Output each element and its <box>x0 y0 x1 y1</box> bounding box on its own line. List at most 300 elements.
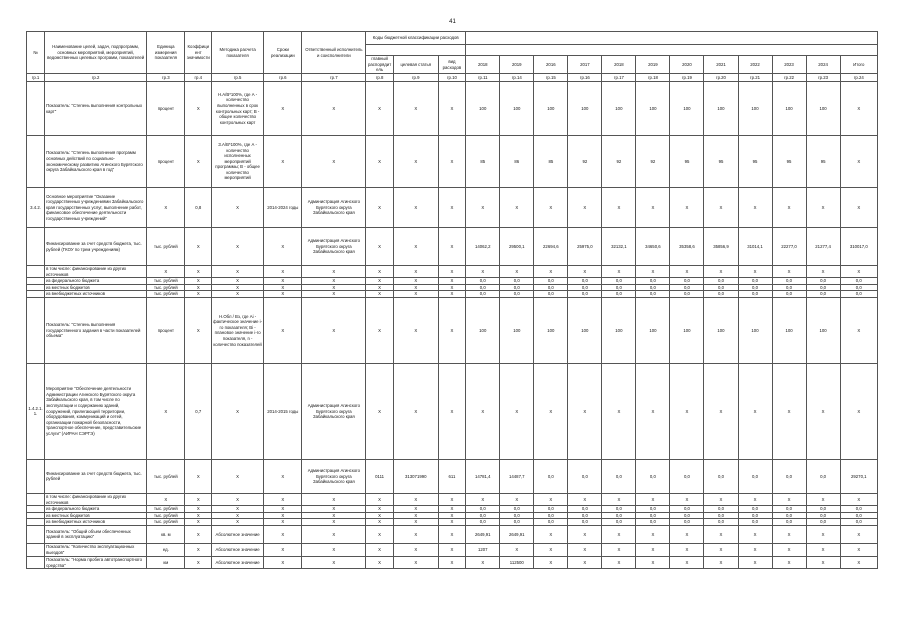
table-cell: X <box>302 506 366 513</box>
table-cell: 1.4.2.1.1. <box>27 363 45 459</box>
table-cell: 2014-2015 годы <box>264 363 302 459</box>
table-cell: 32132,1 <box>602 228 636 266</box>
table-cell: X <box>840 543 877 556</box>
table-cell <box>27 291 45 298</box>
table-cell <box>27 136 45 188</box>
table-cell: 0,0 <box>670 512 704 519</box>
row-description-cell: Показатель: "Степень выполнения контрольных карт" <box>45 82 147 136</box>
row-description-cell: Показатель: "Общий объем обеспеченных зданий в эксплуатацию" <box>45 525 147 543</box>
table-cell: Администрация Агинского Бурятского округа Забайкальского края <box>302 459 366 493</box>
header-year: 2017 <box>568 56 602 74</box>
table-cell: X <box>438 506 466 513</box>
table-cell: X <box>393 188 438 228</box>
table-cell: X <box>366 188 394 228</box>
header-coef: Коэффициент значимости <box>185 32 212 74</box>
table-cell: 0,0 <box>466 506 500 513</box>
table-cell: X <box>366 543 394 556</box>
table-cell: X <box>438 136 466 188</box>
table-cell: 0,0 <box>738 278 772 285</box>
table-cell <box>27 266 45 278</box>
table-cell: 92 <box>636 136 670 188</box>
table-cell: X <box>393 556 438 568</box>
table-cell: X <box>366 556 394 568</box>
table-cell: X <box>264 136 302 188</box>
header-target-article: целевая статья <box>393 56 438 74</box>
column-number: гр.24 <box>840 74 877 82</box>
table-cell: 0,0 <box>568 519 602 526</box>
table-row <box>27 543 878 556</box>
table-cell: X <box>602 525 636 543</box>
table-cell: 0,0 <box>670 284 704 291</box>
table-cell: X <box>185 512 212 519</box>
table-cell: X <box>704 188 738 228</box>
table-cell: X <box>185 297 212 363</box>
table-cell: 100 <box>704 297 738 363</box>
header-unit: Единица измерения показателя <box>147 32 185 74</box>
table-cell: 0,0 <box>670 519 704 526</box>
table-cell: X <box>185 136 212 188</box>
table-cell: 0,0 <box>738 284 772 291</box>
table-cell: 0,0 <box>602 519 636 526</box>
table-cell: X <box>393 506 438 513</box>
row-description-cell: Показатель: "Норма пробега автотранспортного средства" <box>45 556 147 568</box>
table-cell <box>27 284 45 291</box>
table-cell: 100 <box>738 297 772 363</box>
table-cell: X <box>568 525 602 543</box>
table-cell: 100 <box>636 82 670 136</box>
table-cell: процент <box>147 297 185 363</box>
table-cell: X <box>393 512 438 519</box>
table-cell: X <box>772 543 806 556</box>
table-cell: X <box>393 136 438 188</box>
table-cell: X <box>302 284 366 291</box>
table-cell: X <box>438 519 466 526</box>
column-number: гр.20 <box>704 74 738 82</box>
table-cell: 2649,91 <box>500 525 534 543</box>
table-cell: X <box>636 556 670 568</box>
header-num: № <box>27 32 45 74</box>
table-cell: Н.А/В*100%, где А - количество выполненных в срок контрольных карт; В - общее количество контрольных карт <box>212 82 264 136</box>
table-cell: X <box>264 297 302 363</box>
table-cell: 0,0 <box>738 459 772 493</box>
table-cell: 0,0 <box>534 506 568 513</box>
table-cell: 100 <box>704 82 738 136</box>
table-cell: 22694,6 <box>534 228 568 266</box>
table-cell: 100 <box>534 297 568 363</box>
table-cell: X <box>704 525 738 543</box>
table-cell: X <box>185 266 212 278</box>
table-cell: X <box>500 543 534 556</box>
table-cell: X <box>534 525 568 543</box>
table-cell: X <box>366 284 394 291</box>
table-cell: 35856,9 <box>704 228 738 266</box>
table-cell: X <box>500 188 534 228</box>
table-cell: X <box>534 556 568 568</box>
row-description-cell: в том числе: финансирование из других источников <box>45 266 147 278</box>
table-cell: 95 <box>704 136 738 188</box>
table-cell: 100 <box>806 82 840 136</box>
table-cell: X <box>212 266 264 278</box>
table-cell: X <box>212 284 264 291</box>
table-cell: X <box>704 556 738 568</box>
table-cell: Администрация Агинского Бурятского округа Забайкальского края <box>302 188 366 228</box>
header-responsible: Ответственный исполнитель и соисполнители <box>302 32 366 74</box>
table-cell: X <box>366 266 394 278</box>
table-cell: X <box>185 506 212 513</box>
table-cell: 0,0 <box>466 512 500 519</box>
table-cell: X <box>806 543 840 556</box>
table-cell: X <box>264 512 302 519</box>
table-cell: 0,0 <box>534 459 568 493</box>
table-cell: 0,0 <box>602 459 636 493</box>
table-cell: 0,0 <box>670 506 704 513</box>
table-cell: 0,0 <box>704 284 738 291</box>
table-cell: X <box>185 291 212 298</box>
table-cell: 0,0 <box>636 512 670 519</box>
table-cell: X <box>302 543 366 556</box>
table-cell: 0,0 <box>636 519 670 526</box>
column-number: гр.7 <box>302 74 366 82</box>
table-cell: тыс. рублей <box>147 519 185 526</box>
table-cell: 0,0 <box>806 512 840 519</box>
table-cell: 100 <box>568 82 602 136</box>
table-cell: 0,0 <box>840 291 877 298</box>
table-cell: 0,8 <box>185 188 212 228</box>
table-cell: X <box>602 493 636 505</box>
table-cell: X <box>840 136 877 188</box>
table-cell: 112500 <box>500 556 534 568</box>
table-cell: 0,0 <box>602 291 636 298</box>
table-cell: X <box>438 228 466 266</box>
table-cell: X <box>438 556 466 568</box>
table-cell: X <box>185 543 212 556</box>
table-cell: X <box>393 363 438 459</box>
table-row <box>27 363 878 459</box>
table-cell: X <box>438 82 466 136</box>
table-cell <box>27 228 45 266</box>
row-description-cell: из внебюджетных источников <box>45 519 147 526</box>
table-cell: X <box>534 543 568 556</box>
table-cell: X <box>704 543 738 556</box>
table-row <box>27 493 878 505</box>
table-cell: X <box>393 82 438 136</box>
table-cell: X <box>806 493 840 505</box>
table-cell: X <box>264 266 302 278</box>
table-cell: X <box>302 136 366 188</box>
table-cell: X <box>393 284 438 291</box>
table-cell: 0,0 <box>738 512 772 519</box>
table-cell: X <box>302 525 366 543</box>
table-cell: X <box>500 363 534 459</box>
header-total: Итого <box>840 56 877 74</box>
table-cell: X <box>264 493 302 505</box>
table-row <box>27 188 878 228</box>
table-cell: 95 <box>738 136 772 188</box>
table-cell: X <box>264 82 302 136</box>
table-cell: X <box>438 297 466 363</box>
table-cell: X <box>147 266 185 278</box>
table-cell: 0,0 <box>500 291 534 298</box>
table-cell: 0,0 <box>840 278 877 285</box>
table-cell: X <box>393 525 438 543</box>
table-cell <box>27 297 45 363</box>
header-year: 2022 <box>738 56 772 74</box>
table-row <box>27 297 878 363</box>
table-cell: Администрация Агинского Бурятского округа Забайкальского края <box>302 363 366 459</box>
table-cell: 2649,91 <box>466 525 500 543</box>
header-period: Сроки реализации <box>264 32 302 74</box>
table-cell <box>27 543 45 556</box>
table-cell: X <box>840 556 877 568</box>
table-cell: 0,0 <box>466 519 500 526</box>
table-cell: X <box>840 297 877 363</box>
header-year: 2023 <box>772 56 806 74</box>
table-cell: 0,0 <box>602 284 636 291</box>
table-cell: X <box>840 493 877 505</box>
table-cell: X <box>438 291 466 298</box>
table-cell: X <box>466 493 500 505</box>
table-cell: X <box>568 363 602 459</box>
table-cell: 0,0 <box>738 506 772 513</box>
row-description-cell: Финансирование за счет средств бюджета, тыс. рублей (ГКОУ по трем учреждениям) <box>45 228 147 266</box>
table-cell: X <box>438 278 466 285</box>
table-cell: 0,0 <box>670 459 704 493</box>
table-cell: 0,0 <box>806 506 840 513</box>
table-cell: тыс. рублей <box>147 284 185 291</box>
table-cell: 0,0 <box>704 512 738 519</box>
table-cell: 0,0 <box>534 278 568 285</box>
column-number: гр.22 <box>772 74 806 82</box>
table-cell: X <box>393 266 438 278</box>
table-cell: 3.4.2. <box>27 188 45 228</box>
table-cell: 0,0 <box>806 278 840 285</box>
table-cell: 100 <box>466 82 500 136</box>
table-cell <box>27 506 45 513</box>
table-cell: X <box>185 228 212 266</box>
table-cell: X <box>185 284 212 291</box>
column-number: гр.3 <box>147 74 185 82</box>
table-cell: 0,0 <box>636 506 670 513</box>
table-row <box>27 82 878 136</box>
table-cell: X <box>185 278 212 285</box>
table-cell: 0,0 <box>840 512 877 519</box>
table-cell: X <box>212 228 264 266</box>
table-cell: X <box>704 493 738 505</box>
table-cell: X <box>772 525 806 543</box>
table-cell: X <box>636 525 670 543</box>
table-cell: 100 <box>568 297 602 363</box>
table-cell <box>27 278 45 285</box>
table-cell: X <box>636 266 670 278</box>
header-main-manager: главный распорядитель <box>366 56 394 74</box>
table-cell: X <box>393 297 438 363</box>
table-cell: X <box>670 266 704 278</box>
table-cell: X <box>534 266 568 278</box>
table-cell: X <box>602 556 636 568</box>
header-year: 2024 <box>806 56 840 74</box>
table-cell: 0,0 <box>772 278 806 285</box>
row-description-cell: из внебюджетных источников <box>45 291 147 298</box>
table-cell: X <box>772 363 806 459</box>
table-cell: 0,0 <box>500 512 534 519</box>
table-cell: X <box>670 493 704 505</box>
table-cell: X <box>670 556 704 568</box>
table-row <box>27 556 878 568</box>
table-cell: тыс. рублей <box>147 506 185 513</box>
table-cell: X <box>366 512 394 519</box>
table-cell: X <box>806 525 840 543</box>
table-cell: X <box>393 291 438 298</box>
table-cell: X <box>840 363 877 459</box>
row-description-cell: из местных бюджетов <box>45 512 147 519</box>
table-cell: 92 <box>602 136 636 188</box>
header-year: 2018 <box>602 56 636 74</box>
table-cell: 0,0 <box>534 284 568 291</box>
table-cell: 0,0 <box>704 291 738 298</box>
table-cell: X <box>738 556 772 568</box>
row-description-cell: Показатель: "Степень выполнения государственного задания в части показателей объема" <box>45 297 147 363</box>
table-cell: X <box>302 291 366 298</box>
table-cell: 0111 <box>366 459 394 493</box>
table-cell: X <box>366 228 394 266</box>
table-cell: 0,0 <box>772 284 806 291</box>
table-cell: X <box>393 493 438 505</box>
table-cell: X <box>212 459 264 493</box>
table-cell: 0,0 <box>840 519 877 526</box>
column-number: гр.21 <box>738 74 772 82</box>
table-cell: 0,0 <box>670 278 704 285</box>
table-cell: 0,0 <box>602 512 636 519</box>
table-cell: X <box>393 519 438 526</box>
table-cell: 0,0 <box>568 291 602 298</box>
table-cell: 0,7 <box>185 363 212 459</box>
table-cell: км <box>147 556 185 568</box>
row-description-cell: Основное мероприятие "Оказание государственных учреждениями Забайкальского края государственных услуг, выполнение работ, финансовое обеспечение деятельности государственных учреждений" <box>45 188 147 228</box>
table-cell: X <box>147 493 185 505</box>
table-cell: X <box>185 82 212 136</box>
table-cell: X <box>568 543 602 556</box>
table-cell: X <box>636 188 670 228</box>
table-cell: 0,0 <box>466 284 500 291</box>
table-cell: X <box>212 363 264 459</box>
table-cell: X <box>534 363 568 459</box>
table-cell: X <box>302 297 366 363</box>
column-number: гр.10 <box>438 74 466 82</box>
table-cell: X <box>738 266 772 278</box>
table-cell: X <box>466 266 500 278</box>
table-cell: 0,0 <box>500 284 534 291</box>
table-cell: 0,0 <box>772 506 806 513</box>
column-number: гр.4 <box>185 74 212 82</box>
column-number: гр.1 <box>27 74 45 82</box>
column-number: гр.16 <box>568 74 602 82</box>
table-cell: 92 <box>568 136 602 188</box>
table-cell: X <box>302 512 366 519</box>
table-cell: X <box>670 543 704 556</box>
table-cell: 0,0 <box>602 278 636 285</box>
table-cell: 100 <box>500 82 534 136</box>
table-cell: тыс. рублей <box>147 278 185 285</box>
table-cell: X <box>264 556 302 568</box>
table-cell: X <box>264 284 302 291</box>
table-cell: 313071990 <box>393 459 438 493</box>
table-cell: X <box>212 493 264 505</box>
column-number: гр.6 <box>264 74 302 82</box>
column-number-row <box>27 74 878 82</box>
table-cell: 29500,1 <box>500 228 534 266</box>
column-number: гр.23 <box>806 74 840 82</box>
table-cell: 0,0 <box>534 519 568 526</box>
table-cell: 34650,6 <box>636 228 670 266</box>
table-cell <box>27 512 45 519</box>
table-cell: X <box>568 188 602 228</box>
table-row <box>27 459 878 493</box>
table-cell: 0,0 <box>772 459 806 493</box>
table-cell: X <box>568 266 602 278</box>
table-cell: X <box>393 543 438 556</box>
table-cell: 0,0 <box>840 506 877 513</box>
table-cell: X <box>840 188 877 228</box>
table-cell: 35358,6 <box>670 228 704 266</box>
table-cell: 0,0 <box>466 278 500 285</box>
table-cell: 310017,0 <box>840 228 877 266</box>
table-cell: X <box>212 512 264 519</box>
table-cell: X <box>212 278 264 285</box>
table-cell: 0,0 <box>568 284 602 291</box>
table-cell: кв. м <box>147 525 185 543</box>
table-cell: X <box>438 188 466 228</box>
table-cell: X <box>738 543 772 556</box>
table-cell: X <box>264 228 302 266</box>
header-expense-type: вид расходов <box>438 56 466 74</box>
table-cell: X <box>212 291 264 298</box>
row-description-cell: в том числе: финансирование из других источников <box>45 493 147 505</box>
table-cell: З.А/В*100%, где А - количество исполненных мероприятий программы; В - общее количество мероприятий <box>212 136 264 188</box>
table-cell: 95 <box>670 136 704 188</box>
table-cell: X <box>264 506 302 513</box>
table-cell: X <box>704 266 738 278</box>
table-cell: 0,0 <box>772 291 806 298</box>
table-cell: 31014,1 <box>738 228 772 266</box>
column-number: гр.14 <box>500 74 534 82</box>
table-cell: Абсолютное значение <box>212 525 264 543</box>
table-cell: X <box>438 525 466 543</box>
table-cell: 25975,0 <box>568 228 602 266</box>
table-cell: тыс. рублей <box>147 459 185 493</box>
table-cell: X <box>302 519 366 526</box>
table-cell: 0,0 <box>806 519 840 526</box>
table-cell: X <box>636 493 670 505</box>
table-cell: 100 <box>602 297 636 363</box>
table-cell: 1207 <box>466 543 500 556</box>
table-cell: X <box>806 556 840 568</box>
table-cell: 14487,7 <box>500 459 534 493</box>
table-cell: 100 <box>636 297 670 363</box>
table-cell: X <box>366 82 394 136</box>
table-cell: X <box>500 493 534 505</box>
row-description-cell: из федерального бюджета <box>45 278 147 285</box>
header-method: Методика расчета показателя <box>212 32 264 74</box>
table-cell: 0,0 <box>636 459 670 493</box>
table-cell: 0,0 <box>500 519 534 526</box>
table-cell: X <box>185 519 212 526</box>
column-number: гр.5 <box>212 74 264 82</box>
table-cell <box>27 459 45 493</box>
table-cell: X <box>772 556 806 568</box>
table-cell: 0,0 <box>534 512 568 519</box>
table-cell <box>27 493 45 505</box>
row-description-cell: Показатель: "Количество эксплуатационных выездов" <box>45 543 147 556</box>
